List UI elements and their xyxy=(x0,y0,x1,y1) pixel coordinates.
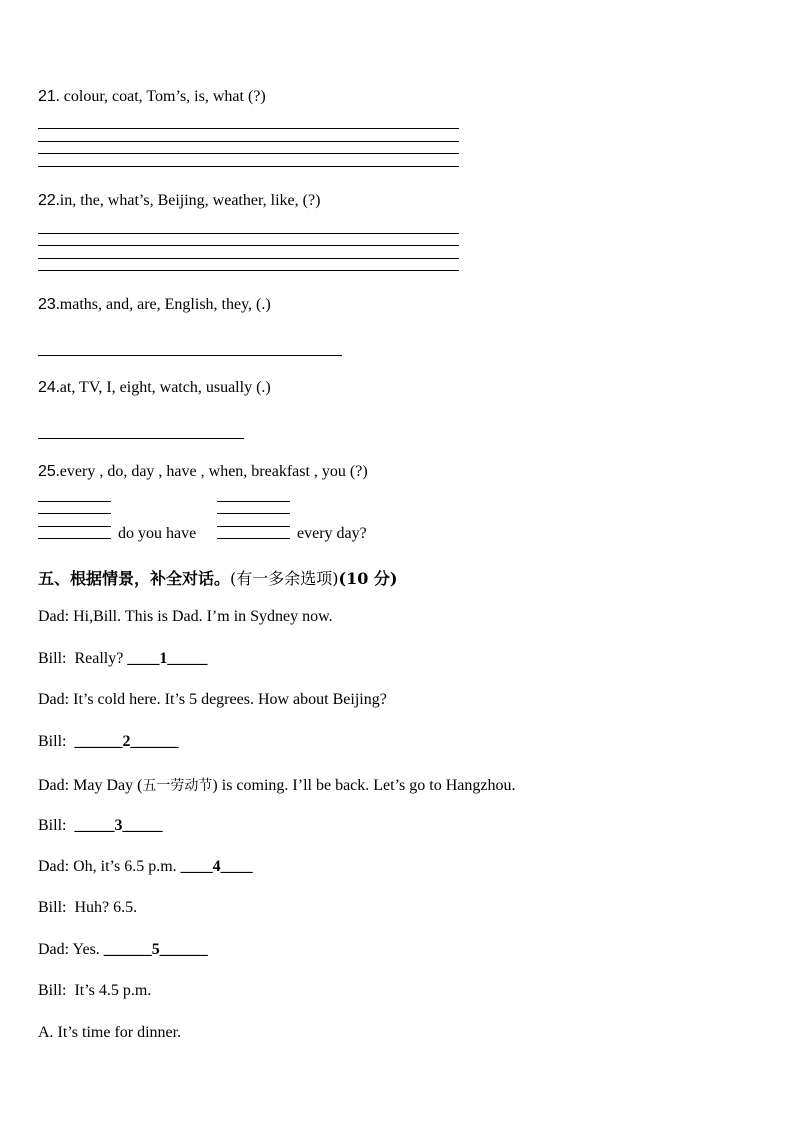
question-words: .every , do, day , have , when, breakfast , you (?) xyxy=(55,463,368,480)
answer-blank[interactable] xyxy=(217,513,290,514)
dialogue-line-5 xyxy=(38,775,515,795)
answer-blank[interactable] xyxy=(38,513,111,514)
dialogue-line-2 xyxy=(38,650,207,668)
line-text: Really? xyxy=(74,650,128,667)
line-text: May Day ( xyxy=(73,777,143,794)
answer-blank[interactable] xyxy=(38,501,111,502)
answer-line[interactable] xyxy=(38,233,459,234)
speaker: Dad: xyxy=(38,608,70,625)
answer-blank[interactable] xyxy=(217,538,290,539)
answer-blank[interactable] xyxy=(38,526,111,527)
speaker: Bill: xyxy=(38,982,67,999)
answer-blank-5[interactable]: ______5______ xyxy=(103,941,208,958)
answer-line[interactable] xyxy=(38,245,459,246)
line-text: Hi,Bill. This is Dad. I’m in Sydney now. xyxy=(73,608,333,625)
question-24 xyxy=(38,379,271,397)
speaker: Bill: xyxy=(38,899,67,916)
question-25 xyxy=(38,463,368,481)
q25-mid-text: do you have xyxy=(118,525,197,542)
answer-line[interactable] xyxy=(38,438,244,439)
line-text: Oh, it’s 6.5 p.m. xyxy=(73,858,181,875)
question-number: 24 xyxy=(38,379,56,396)
line-text: It’s 4.5 p.m. xyxy=(74,982,152,999)
question-words: .at, TV, I, eight, watch, usually (.) xyxy=(55,379,271,396)
answer-line[interactable] xyxy=(38,355,342,356)
speaker: Bill: xyxy=(38,733,67,750)
option-a: A. It’s time for dinner. xyxy=(38,1024,182,1041)
section-score: (10 分) xyxy=(338,569,398,588)
answer-blank[interactable] xyxy=(217,501,290,502)
answer-blank[interactable] xyxy=(38,538,111,539)
answer-blank[interactable] xyxy=(217,526,290,527)
answer-blank-1[interactable]: ____1_____ xyxy=(127,650,208,667)
chinese-gloss: 五一劳动节 xyxy=(142,778,213,794)
speaker: Bill: xyxy=(38,817,67,834)
answer-line[interactable] xyxy=(38,128,459,129)
speaker: Dad: xyxy=(38,691,70,708)
section-heading xyxy=(38,566,398,589)
q25-end-text: every day? xyxy=(297,525,367,542)
answer-line[interactable] xyxy=(38,270,459,271)
question-number: 21 xyxy=(38,88,56,105)
answer-blank-4[interactable]: ____4____ xyxy=(180,858,253,875)
speaker: Dad: xyxy=(38,777,70,794)
question-words: . colour, coat, Tom’s, is, what (?) xyxy=(55,88,266,105)
answer-line[interactable] xyxy=(38,258,459,259)
dialogue-line-6 xyxy=(38,817,162,835)
line-text: Yes. xyxy=(72,941,104,958)
line-text-end: ) is coming. I’ll be back. Let’s go to Hangzhou. xyxy=(212,777,516,794)
speaker: Dad: xyxy=(38,858,70,875)
dialogue-line-7 xyxy=(38,858,253,876)
question-words: .maths, and, are, English, they, (.) xyxy=(55,296,271,313)
dialogue-line-10 xyxy=(38,982,151,1000)
question-23 xyxy=(38,296,271,314)
speaker: Bill: xyxy=(38,650,67,667)
dialogue-line-4 xyxy=(38,733,178,751)
line-text: Huh? 6.5. xyxy=(74,899,138,916)
speaker: Dad: xyxy=(38,941,70,958)
answer-blank-2[interactable]: ______2______ xyxy=(74,733,179,750)
question-number: 25 xyxy=(38,463,56,480)
answer-line[interactable] xyxy=(38,153,459,154)
section-note: (有一多余选项) xyxy=(230,569,339,588)
dialogue-line-8 xyxy=(38,899,137,917)
question-21 xyxy=(38,88,266,106)
answer-line[interactable] xyxy=(38,166,459,167)
question-words: .in, the, what’s, Beijing, weather, like, (?) xyxy=(55,192,321,209)
question-22 xyxy=(38,192,320,210)
question-number: 23 xyxy=(38,296,56,313)
question-number: 22 xyxy=(38,192,56,209)
line-text: It’s cold here. It’s 5 degrees. How about Beijing? xyxy=(73,691,387,708)
section-title: 五、根据情景，补全对话。 xyxy=(38,569,231,588)
answer-line[interactable] xyxy=(38,141,459,142)
dialogue-line-3 xyxy=(38,691,387,709)
dialogue-line-1 xyxy=(38,608,333,626)
dialogue-line-9 xyxy=(38,941,208,959)
answer-blank-3[interactable]: _____3_____ xyxy=(74,817,163,834)
